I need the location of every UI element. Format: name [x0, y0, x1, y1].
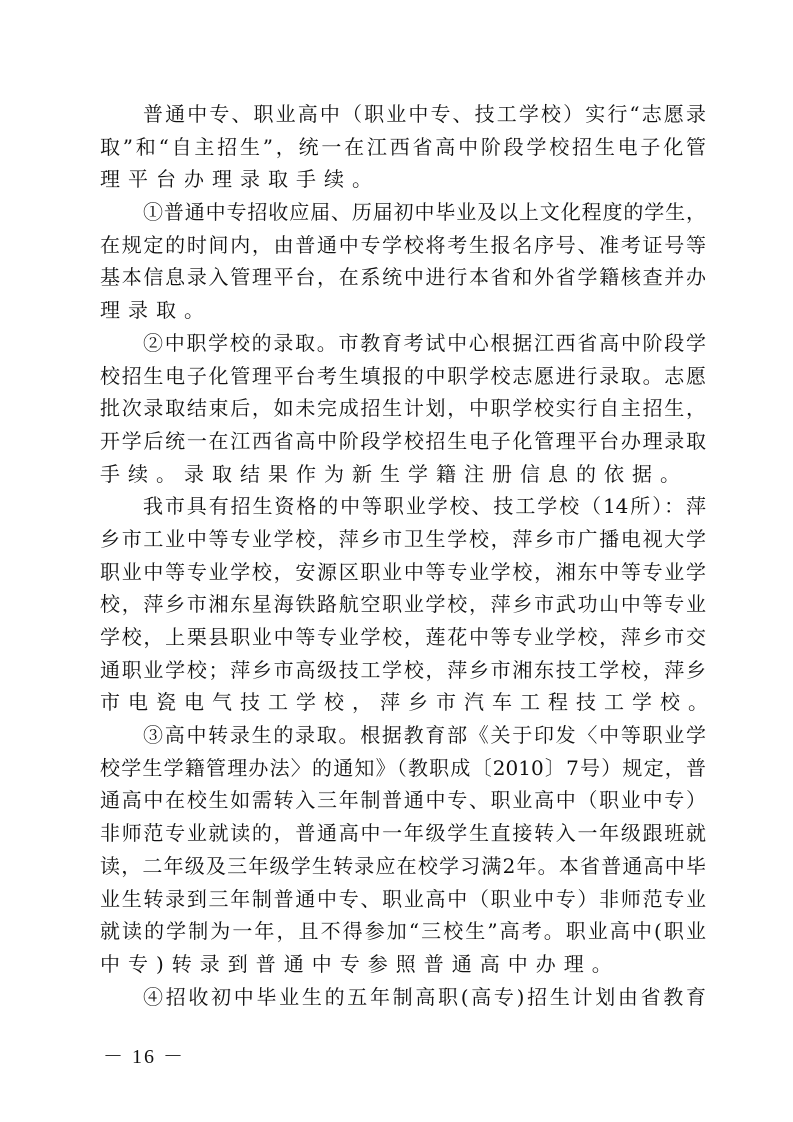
- text-line: ②中职学校的录取。市教育考试中心根据江西省高中阶段学: [143, 330, 706, 355]
- paragraph: [100, 327, 706, 490]
- text-line: 业生转录到三年制普通中专、职业高中（职业中专）非师范专业: [100, 886, 706, 911]
- paragraph: [100, 98, 706, 196]
- text-line: 校学生学籍管理办法〉的通知》（教职成〔2010〕7号）规定，普: [100, 755, 706, 780]
- text-line: 理录取。: [100, 298, 212, 323]
- text-line: 基本信息录入管理平台，在系统中进行本省和外省学籍核查并办: [100, 265, 706, 290]
- text-line: ③高中转录生的录取。根据教育部《关于印发〈中等职业学: [143, 723, 706, 748]
- text-line: 乡市工业中等专业学校，萍乡市卫生学校，萍乡市广播电视大学: [100, 526, 706, 551]
- paragraph: [100, 490, 716, 719]
- text-line: 理平台办理录取手续。: [100, 167, 380, 192]
- paragraph: [100, 719, 706, 981]
- paragraph: [100, 196, 706, 327]
- text-line: 通高中在校生如需转入三年制普通中专、职业高中（职业中专）: [100, 788, 706, 813]
- text-line: 在规定的时间内，由普通中专学校将考生报名序号、准考证号等: [100, 232, 706, 257]
- text-line: 读，二年级及三年级学生转录应在校学习满2年。本省普通高中毕: [100, 853, 706, 878]
- text-line: 批次录取结束后，如未完成招生计划，中职学校实行自主招生，: [100, 396, 706, 421]
- text-line: 校，萍乡市湘东星海铁路航空职业学校，萍乡市武功山中等专业: [100, 592, 706, 617]
- text-line: 校招生电子化管理平台考生填报的中职学校志愿进行录取。志愿: [100, 363, 706, 388]
- text-line: 取”和“自主招生”，统一在江西省高中阶段学校招生电子化管: [100, 134, 706, 159]
- text-line: 就读的学制为一年，且不得参加“三校生”高考。职业高中(职业: [100, 919, 706, 944]
- text-line: 普通中专、职业高中（职业中专、技工学校）实行“志愿录: [143, 102, 706, 126]
- text-line: 我市具有招生资格的中等职业学校、技工学校（14所）：萍: [143, 494, 706, 519]
- text-line: 手续。录取结果作为新生学籍注册信息的依据。: [100, 461, 688, 486]
- text-line: 开学后统一在江西省高中阶段学校招生电子化管理平台办理录取: [100, 428, 706, 453]
- text-line: ①普通中专招收应届、历届初中毕业及以上文化程度的学生，: [143, 200, 706, 225]
- text-line: ④招收初中毕业生的五年制高职(高专)招生计划由省教育: [143, 984, 706, 1009]
- document-body: [100, 98, 716, 1013]
- text-line: 非师范专业就读的，普通高中一年级学生直接转入一年级跟班就: [100, 821, 706, 846]
- page-number: － 16 －: [103, 1046, 185, 1068]
- text-line: 通职业学校；萍乡市高级技工学校，萍乡市湘东技工学校，萍乡: [100, 657, 706, 682]
- paragraph: [100, 981, 706, 1014]
- text-line: 中专)转录到普通中专参照普通高中办理。: [100, 951, 620, 976]
- text-line: 学校，上栗县职业中等专业学校，莲花中等专业学校，萍乡市交: [100, 625, 706, 649]
- text-line: 职业中等专业学校，安源区职业中等专业学校，湘东中等专业学: [100, 559, 706, 584]
- text-line: 市电瓷电气技工学校，萍乡市汽车工程技工学校。: [100, 690, 716, 715]
